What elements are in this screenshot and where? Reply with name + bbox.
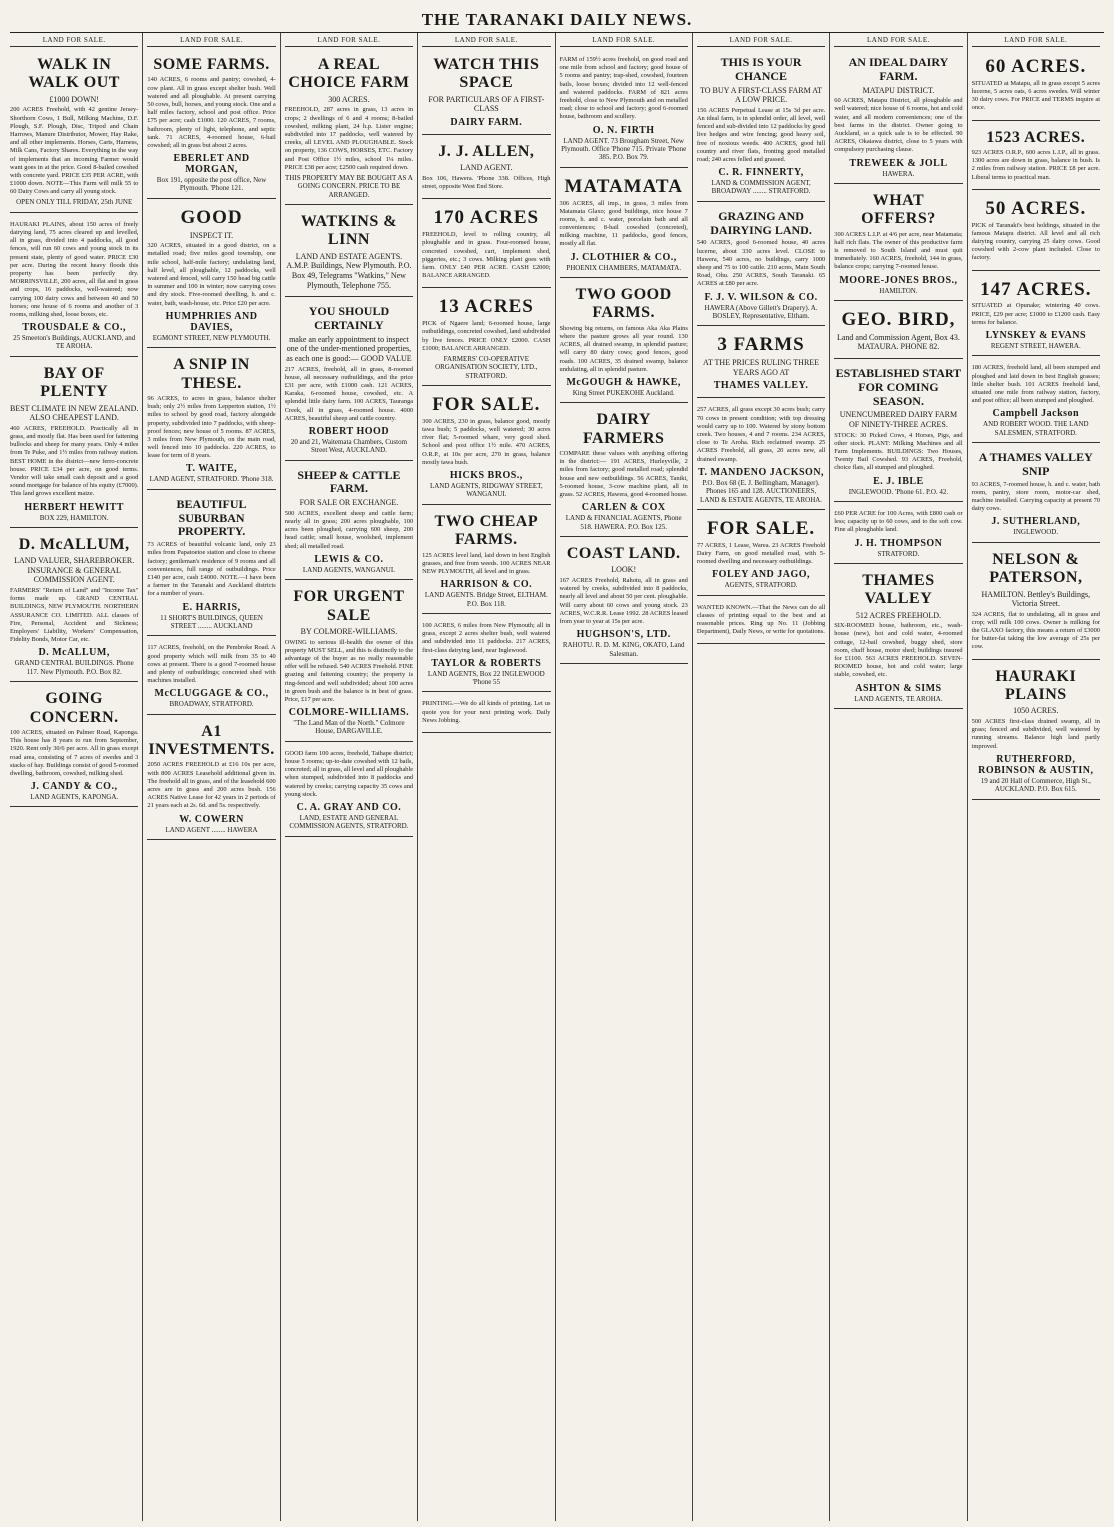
ad-title: THAMES VALLEY [862,571,935,608]
agent-details: 19 and 20 Hall of Commerce, High St., AUCKLAND. P.O. Box 615. [980,776,1091,794]
agent-details: LAND AGENTS, RIDGWAY STREET, WANGANUI. [429,482,543,499]
column-2 [142,33,279,1521]
agent-name: RUTHERFORD, ROBINSON & AUSTIN, [978,753,1094,776]
advertisement [972,546,1100,660]
ad-body: 180 ACRES, freehold land, all been stumped and ploughed and laid down in best English grasses; little shelter bush. 101 ACRES freehold land, situated one mile from railway station, factory, and post office; all been stumped and ploughed. [971,364,1100,405]
agent-name: ROBERT HOOD [308,425,390,437]
ad-title: 170 ACRES [433,207,540,229]
ad-body: SITUATED at Matapu, all in grass except 5 acres lucerne, 5 acres oats, 6 acres swedes. Will winter 30 dairy cows. For PRICE and TERMS inquire at once. [971,79,1100,112]
ad-title: SHEEP & CATTLE FARM. [297,467,401,496]
ad-body: 2050 ACRES FREEHOLD at £16 10s per acre, with 800 ACRES Leasehold additional given in. The freehold all in grass, and of the leasehold 600 acres are in grass and 200 acres bush. 156 ACRES Native Lease for 42 years in 2 periods of 21 years each at 2s. 6d. and 5s. respectively. [147,761,276,810]
advertisement [972,446,1100,543]
agent-name: HICKS BROS., [449,470,523,482]
ad-body: 324 ACRES, flat to undulating, all in grass and crop; will milk 100 cows. Owner is milking for the GLAXO factory, this means a return of £3000 for butter-fat taking the low average of 25s per cow. [971,610,1100,651]
agent-details: Box 191, opposite the post office, New Plymouth. 'Phone 121. [156,176,267,193]
ad-title: 1523 ACRES. [986,128,1086,146]
advertisement [147,493,275,636]
agent-name: LYNSKEY & EVANS [985,329,1087,341]
agent-name: HERBERT HEWITT [24,501,124,513]
ad-body: 300 ACRES L.I.P. at 4/6 per acre, near Matamata; half rich flats. The owner of this productive farm is removed to South Island and must quit immediately. 160 ACRES, freehold, 144 in grass, balance crops; carrying 7-roomed house. [834,230,963,271]
ad-subtitle: TO BUY A FIRST-CLASS FARM AT A LOW PRICE. [700,85,823,105]
ad-title: TWO GOOD FARMS. [575,286,672,322]
ad-title: WHAT OFFERS? [861,191,936,228]
ad-subtitle: 1050 ACRES. [1013,706,1059,716]
agent-name: J. H. THOMPSON [854,537,943,549]
agent-details: GRAND CENTRAL BUILDINGS. Phone 117. New Plymouth. P.O. Box 82. [14,659,134,676]
agent-details: LAND & COMMISSION AGENT, BROADWAY ........ STRATFORD. [711,179,811,196]
agent-details: AND ROBERT WOOD. THE LAND SALESMEN, STRATFORD. [983,420,1089,437]
advertisement [10,531,138,682]
advertisement [697,329,825,398]
agent-name: TAYLOR & ROBERTS [431,657,542,669]
agent-name: TREWEEK & JOLL [849,157,948,169]
agent-details: LAND AGENTS, KAPONGA. [30,793,119,802]
agent-name: C. A. GRAY AND CO. [296,801,402,813]
ad-title: GOOD [180,206,243,228]
agent-name: HARRISON & CO. [440,579,533,591]
ad-body: Showing big returns, on famous Aka Aka Plains where the pasture grows all year round. 130 ACRES, all drained swamp, in splendid pasture; will carry 80 dairy cows; good fences, good roads. 100 ACRES, 35 drained swamp, balance undulating, all in splendid pasture. [559,324,688,373]
column-header: LAND FOR SALE. [10,36,138,47]
columns-container [10,33,1104,1521]
column-4 [417,33,554,1521]
agent-name: D. McALLUM, [38,647,110,659]
ad-title: DAIRY FARMERS [582,411,665,447]
ad-title: COAST LAND. [566,545,681,563]
agent-details: P.O. Box 68 (E. J. Bellingham, Manager). Phones 165 and 128. AUCTIONEERS, LAND & ESTATE AGENTS, TE AROHA. [700,478,823,504]
ad-title: FOR SALE. [706,517,816,539]
ad-body: 300 ACRES, 230 in grass, balance good, mostly tawa bush; 5 paddocks, well watered; 30 acres river flat; 5-roomed whare, very good shed. School and post office 1½ mile. 470 ACRES, O.R.P., at 10s per acre, 270 in grass, balance mostly tawa bush. [422,417,551,466]
ad-body: 923 ACRES O.R.P., 600 acres L.I.P., all in grass. 1300 acres are down in grass, balance in bush. Is 2 miles from railway station. PRICE £8 per acre. Liberal terms to practical man. [971,148,1100,181]
ad-subtitle: HAMILTON. Bettley's Buildings, Victoria Street. [981,589,1091,609]
agent-details: THIS PROPERTY MAY BE BOUGHT AS A GOING CONCERN. PRICE TO BE ARRANGED. [285,173,413,199]
ad-title: TWO CHEAP FARMS. [434,512,539,549]
ad-subtitle: LAND VALUER, SHAREBROKER. INSURANCE & GENERAL COMMISSION AGENT. [14,556,135,585]
agent-details: AGENTS, STRATFORD. [724,581,798,590]
advertisement [972,359,1100,443]
advertisement [972,193,1100,271]
advertisement [834,187,962,301]
advertisement [285,464,413,581]
ad-subtitle: MATAPU DISTRICT. [862,85,935,95]
ad-body: STOCK: 30 Picked Cows, 4 Horses, Pigs, and other stock. PLANT: Milking Machines and all Farm Implements. BUILDINGS: Two Houses, Twenty Bail Cowshed. 93 ACRES, Freehold, choice flats, all stumped and ploughed. [834,431,963,472]
advertisement [422,51,550,135]
ad-title: A SNIP IN THESE. [173,356,250,392]
agent-name: O. N. FIRTH [592,124,655,136]
agent-name: EBERLET AND MORGAN, [173,153,250,176]
ad-body: 73 ACRES of beautiful volcanic land, only 23 miles from Papatoetoe station and close to cheese factory; gentleman's residence of 9 rooms and all conveniences, full range of outbuildings. Price £140 per acre, cash £4000. NOTE.—I have been a farmer in the Taranaki and Auckland districts for a number of years. [147,541,276,598]
advertisement [972,124,1100,190]
ad-body: COMPARE these values with anything offering in the district:— 191 ACRES, Hurleyville, 2 miles from factory; good metalled road; splendid house and new outbuildings. 56 ACRES, Taniki, 5-roomed house, 3-cow machine plant, all in grass. 52 ACRES, Hawera, good 4-roomed house. [559,450,688,499]
agent-details: EGMONT STREET, NEW PLYMOUTH. [152,333,271,342]
agent-details: FARMERS' CO-OPERATIVE ORGANISATION SOCIETY, LTD., STRATFORD. [435,354,538,380]
ad-body: 167 ACRES Freehold, Rahotu, all in grass and watered by creeks, subdivided into 8 paddocks, nearly all level and about 50 per cent. ploughable. Will carry about 60 cows and young stock. 23 ACRES, W.C.R.R. Lease 1992. 28 ACRES leased from year to year at 15s per acre. [559,577,688,625]
ad-subtitle: BEST CLIMATE IN NEW ZEALAND. ALSO CHEAPEST LAND. [10,403,139,423]
ad-body: PRINTING.—We do all kinds of printing. Let us quote you for your next printing work. Daily News Jobbing. [422,700,551,724]
agent-name: DAIRY FARM. [450,116,523,128]
agent-name: J. CLOTHIER & CO., [570,251,677,263]
advertisement [10,51,138,213]
ad-title: D. McALLUM, [18,535,130,553]
agent-details: BROADWAY, STRATFORD. [169,700,254,709]
advertisement [697,205,825,327]
column-6 [692,33,829,1521]
ad-title: 147 ACRES. [980,278,1092,300]
ad-title: GRAZING AND DAIRYING LAND. [710,208,812,237]
agent-details: LAND AGENT ........ HAWERA [165,825,258,834]
agent-details: 20 and 21, Waitemata Chambers, Custom Street West, AUCKLAND. [290,437,408,455]
ad-body: 93 ACRES, 7-roomed house, h. and c. water, bath room, pantry, store room, motor-car shed, machine installed. Carrying capacity at present 70 dairy cows. [971,480,1100,513]
agent-details: 11 SHORT'S BUILDINGS, QUEEN STREET ........ AUCKLAND [160,613,263,630]
advertisement [972,51,1100,121]
agent-details: LAND AGENT. 73 Brougham Street, New Plymouth. Office 'Phone 715. Private 'Phone 385. P.O. Box 79. [561,136,687,162]
ad-body: WANTED KNOWN.—That the News can do all classes of printing equal to the best and at reasonable prices. Ring up No. 11 (Jobbing Department), Daily News, or write for quotations. [696,603,826,636]
agent-name: T. WAITE, [186,463,238,475]
agent-details: "The Land Man of the North." Colmore House, DARGAVILLE. [293,719,405,736]
ad-title: GEO. BIRD, [841,309,956,330]
ad-subtitle: FOR PARTICULARS OF A FIRST-CLASS [428,94,545,114]
ad-body: GOOD farm 100 acres, freehold, Taihape district; house 5 rooms; up-to-date cowshed with 12 bails, concreted; all in grass, all level and all ploughable when stumped, subdivided into 8 paddocks and watered by creeks; carrying capacity 35 cows and young stock. [284,749,414,798]
agent-name: McCLUGGAGE & CO., [154,688,269,700]
column-3 [280,33,417,1521]
ad-body: 217 ACRES, freehold, all in grass, 8-roomed house, all necessary outbuildings, and the price £31 per acre, with £1000 cash. 121 ACRES, Karaka, 6-roomed house, cowshed, etc. A splendid little dairy farm. 100 ACRES, Tauranga Creek, all in grass, 4-roomed house. 4000 ACRES, beautiful sheep and cattle country. [284,365,414,422]
ad-body: FARMERS' "Return of Land" and "Income Tax" forms made up. GRAND CENTRAL BUILDINGS, NEW PLYMOUTH. NORTHERN ASSURANCE CO. LIMITED. ALL classes of Fire, Personal, Accident and Sickness; Employers' Liability, Workers' Compensation, Fidelity Bonds, Motor Car, etc. [10,587,139,644]
ad-title: WATCH THIS SPACE [433,56,540,92]
agent-details: LAND AGENTS, WANGANUI. [302,565,395,574]
ad-subtitle: LAND AND ESTATE AGENTS. A.M.P. Buildings, New Plymouth. P.O. Box 49, Telegrams "Watkins," New Plymouth, Telephone 755. [286,251,412,290]
advertisement [10,360,138,528]
advertisement [422,138,550,199]
advertisement [560,540,688,664]
advertisement [422,508,550,614]
advertisement [972,663,1100,800]
advertisement [560,51,688,168]
column-header: LAND FOR SALE. [147,36,275,47]
agent-name: TROUSDALE & CO., [22,322,126,334]
ad-title: YOU SHOULD CERTAINLY [308,304,390,332]
agent-name: W. COWERN [179,813,244,825]
ad-title: FOR SALE. [432,394,541,416]
agent-details: OPEN ONLY TILL FRIDAY, 25th JUNE [16,198,133,207]
advertisement [285,745,413,837]
column-1 [10,33,142,1521]
ad-subtitle: INSPECT IT. [189,230,234,240]
ad-subtitle: UNENCUMBERED DAIRY FARM OF NINETY-THREE ACRES. [839,410,958,430]
agent-details: LAND AGENT, STRATFORD. 'Phone 318. [149,475,274,484]
agent-details: King Street PUKEKOHE Auckland. [572,388,675,397]
advertisement [560,171,688,278]
ad-title: 60 ACRES. [985,56,1087,77]
ad-subtitle: make an early appointment to inspect one of the under-mentioned properties, as each one is good:— GOOD VALUE [286,334,412,363]
column-header: LAND FOR SALE. [972,36,1100,47]
ad-title: 13 ACRES [438,296,534,318]
agent-name: E. J. IBLE [873,475,924,487]
ad-body: SIX-ROOMED house, bathroom, etc., wash-house (new), hot and cold water, 4-roomed cottage, 12-bail cowshed, buggy shed, store room, chaff house, motor shed; buildings insured for £1100. 563 ACRES FREEHOLD. SEVEN-ROOMED house, hot and cold water; large stable, cowshed, etc. [834,622,963,679]
agent-name: J. SUTHERLAND, [991,516,1081,528]
agent-details: HAMILTON. [879,286,918,295]
ad-body: 320 ACRES, situated in a good district, on a metalled road; five miles good township, one mile school, half-mile factory; undulating land, half level, all ploughable, 12 paddocks, well watered and fenced, will carry 150 head big cattle in summer and 100 in winter; now carrying cows and dry stock. Five-roomed dwelling, h. and c. water, bath, wash-house, etc. Price £20 per acre. [147,242,276,307]
agent-name: Campbell Jackson [992,408,1080,420]
ad-title: NELSON & PATERSON, [989,550,1083,587]
agent-name: T. MANDENO JACKSON, [698,466,825,478]
agent-name: LEWIS & CO. [314,553,384,565]
advertisement [422,695,550,733]
advertisement [147,718,275,840]
agent-details: RAHOTU. R. D. M. KING, OKATO, Land Salesman. [562,641,685,658]
ad-title: AN IDEAL DAIRY FARM. [848,55,949,83]
agent-details: LAND & FINANCIAL AGENTS, Phone 518. HAWERA. P.O. Box 125. [565,514,682,531]
agent-name: E. HARRIS, [182,601,241,613]
ad-title: 3 FARMS [717,334,805,356]
advertisement [422,202,550,288]
ad-subtitle: AT THE PRICES RULING THREE YEARS AGO AT [703,358,820,377]
advertisement [285,208,413,297]
ad-body: 100 ACRES, 6 miles from New Plymouth; all in grass, except 2 acres shelter bush, well watered and subdivided into 11 paddocks. 217 ACRES, first-class dairying land, near Inglewood. [422,621,551,654]
advertisement [147,639,275,714]
advertisement [697,51,825,202]
ad-subtitle: BY COLMORE-WILLIAMS. [300,626,398,636]
agent-details: LAND, ESTATE AND GENERAL COMMISSION AGENTS, STRATFORD. [289,813,409,831]
advertisement [834,304,962,359]
ad-title: HAURAKI PLAINS [995,667,1077,704]
advertisement [560,281,688,403]
ad-body: FARM of 159½ acres freehold, on good road and one mile from school and factory; good house of 5 rooms and pantry; trap-shed, cowshed, fourteen bails, loose boxes; divided into 12 well-fenced and watered paddocks. FARM of 821 acres freehold, close to New Plymouth and on metalled road; close to school and factory; good 6-roomed house, bathroom and scullery. [559,56,688,121]
ad-title: BAY OF PLENTY [40,364,109,401]
ad-title: THIS IS YOUR CHANCE [720,55,802,83]
ad-body: 460 ACRES, FREEHOLD. Practically all in grass, and mostly flat. Has been used for fattening bullocks and sheep for many years. Only 4 miles from Te Puke, and 1½ miles from railway station. BEST HOME in the district—new ferro-concrete house. PRICE £34 per acre, on good terms. Vendor will take small cash deposit and a good sound mortgage for balance of his equity (£7000). This land grows excellent maize. [10,424,139,498]
advertisement [697,599,825,645]
agent-details: LAND AGENTS, TE AROHA. [854,694,943,703]
agent-details: LAND AGENTS, Box 22 INGLEWOOD 'Phone 55 [427,669,545,687]
ad-body: 257 ACRES, all grass except 30 acres bush; carry 70 cows in present condition; with top dressing would carry up to 100. Watered by stony bottom creek. Two houses, 4 and 7 rooms. 234 ACRES, close to Te Aroha. Rich reclaimed swamp. 25 ACRES Freehold, all grass, 20 acres new, all drained swamp. [696,406,826,463]
advertisement [147,351,275,490]
advertisement [697,513,825,596]
ad-title: A THAMES VALLEY SNIP [978,450,1093,478]
advertisement [834,362,962,502]
ad-body: 96 ACRES, to acres in grass, balance shelter bush; only 2½ miles from Lepperton station, 1½ miles to school by good road, factory alongside property, subdivided into 7 paddocks, with sheep-proof fences; new house of 5 rooms. 87 ACRES, 3 miles from New Plymouth, on the main road, well fenced into 10 paddocks. 220 ACRES, to lease for term of 8 years. [147,394,276,460]
advertisement [285,51,413,205]
ad-subtitle: LOOK! [611,565,637,575]
ad-body: 156 ACRES Perpetual Lease at 15s 3d per acre. An ideal farm, is in splendid order, all level, well fenced and sub-divided into 12 paddocks by good live hedges and wire fencing; good heavy soil, free of noxious weeds. 400 ACRES, good hill country and river flats, fronting good metalled road; 240 acres felled and grassed. [696,106,826,163]
advertisement [147,202,275,348]
ad-subtitle: 512 ACRES FREEHOLD. [855,610,941,620]
advertisement [285,583,413,742]
agent-details: HAWERA. [882,169,915,178]
agent-details: INGLEWOOD. [1013,528,1059,537]
ad-title: 50 ACRES. [985,197,1087,219]
column-header: LAND FOR SALE. [697,36,825,47]
column-8 [967,33,1104,1521]
ad-body: 200 ACRES Freehold, with 42 gentine Jersey-Shorthorn Cows, 1 Bull, Milking Machine, D.F. Plough, S.F. Plough, Disc, Tripod and Chain Harrows, Manure Distributor, Mower, Hay Rake, and all other implements. Horses, Carts, Harness, Milk Cans, Factory Shares. Everything in the way of implements that an incoming Farmer would want goes in at the price. Good 8-bailed cowshed with concrete yard. PRICE £35 PER ACRE, with £1000 down. NOTE—This Farm will milk 55 to 60 Dairy Cows and carry all young stock. [10,106,139,196]
ad-body: 125 ACRES level land, laid down in best English grasses, and free from weeds. 100 ACRES NEAR NEW PLYMOUTH, all level and in grass. [422,551,551,575]
advertisement [834,505,962,564]
column-header: LAND FOR SALE. [422,36,550,47]
advertisement [834,51,962,184]
agent-name: McGOUGH & HAWKE, [566,376,681,388]
agent-details: HAWERA (Above Gillett's Drapery). A. BOSLEY, Representative, Eltham. [704,303,818,320]
ad-body: FREEHOLD, level to rolling country, all ploughable and in grass. Four-roomed house, concreted cowshed, cart, implement shed, piggeries, etc.; 3 cows. Milking plant goes with farm. ONLY £40 PER ACRE. CASH £2000; BALANCE ARRANGED. [422,231,551,280]
agent-details: LAND AGENTS. Bridge Street, ELTHAM. P.O. Box 118. [424,591,548,608]
column-5 [555,33,692,1521]
ad-body: HAURAKI PLAINS, about 150 acres of freely dairying land, 75 acres cleared up and levelled, all in grass, divided into 4 paddocks, all good fences, will run 60 cows and young stock in its present state, plenty of good water. PRICE £30 per acre. During the recent heavy floods this property has been perfectly dry. MORRINSVILLE, 200 acres, all flat and in grass and crops, 16 paddocks, well-watered; now carrying 100 dairy cows and between 40 and 50 horses; one house of 6 rooms and another of 3 rooms, milking shed, loose boxes, etc. [10,220,139,318]
ad-body: 77 ACRES, 1 Lease, Warea. 23 ACRES Freehold Dairy Farm, on good metalled road, with 5-roomed dwelling and necessary outbuildings. [696,541,826,566]
ad-body: Box 106, Hawera. 'Phone 338. Offices, High street, opposite West End Store. [422,174,551,191]
column-header: LAND FOR SALE. [285,36,413,47]
agent-details: STRATFORD. [877,549,920,558]
advertisement [10,685,138,807]
agent-name: THAMES VALLEY. [713,380,809,392]
advertisement [697,401,825,509]
ad-title: J. J. ALLEN, [438,142,535,160]
advertisement [10,216,138,357]
ad-body: PICK of Taranaki's best holdings, situated in the famous Matapu district. All level and all rich dairying country, carrying 25 dairy cows. Good cowshed with 2-cow plant included. Close to factory. [971,221,1100,262]
ad-title: A1 INVESTMENTS. [148,722,275,759]
agent-name: MOORE-JONES BROS., [839,274,958,286]
ad-title: BEAUTIFUL SUBURBAN PROPERTY. [176,496,247,539]
agent-name: CARLEN & COX [581,502,666,514]
advertisement [147,51,275,199]
ad-body: 540 ACRES, good 6-roomed house, 40 acres lucerne, about 330 acres level. CLOSE to Hawera, 540 acres, no buildings, carry 1000 sheep and 75 to 100 cattle. 210 acres, Main South Road, Ohu. 250 ACRES, South Taranaki. 65 ACRES at £80 per acre. [696,239,826,288]
ad-subtitle: FOR SALE OR EXCHANGE. [299,498,399,508]
ad-body: 117 ACRES, freehold, on the Pembroke Road. A good property which will milk from 35 to 40 cows at present. There is a good 7-roomed house and plenty of outbuildings; concreted shed with machines installed. [147,644,276,685]
agent-name: F. J. V. WILSON & CO. [704,291,818,303]
ad-body: 500 ACRES first-class drained swamp, all in grass; fenced and subdivided, well watered by running streams. Balance high land partly improved. [971,718,1100,750]
advertisement [285,300,413,460]
advertisement [834,567,962,709]
agent-name: J. CANDY & CO., [30,781,118,793]
ad-body: 500 ACRES, excellent sheep and cattle farm; nearly all in grass; 200 acres ploughable, 100 acres been ploughed, carrying 600 sheep, 200 head cattle; small house, woolshed, implement shed; all metalled road. [284,509,414,550]
ad-title: MATAMATA [564,175,683,197]
ad-body: 100 ACRES, situated on Palmer Road, Kaponga. This house has 8 years to run from September, 1920. Rent only 30/6 per acre. All in grass except road area, consisting of 7 acres of swedes and 3 stacks of hay. Buildings consist of good 5-roomed dwelling, bathroom, cowshed, milking shed. [10,728,139,777]
agent-name: HUMPHRIES AND DAVIES, [165,310,258,333]
ad-body: PICK of Ngaere land; 6-roomed house, large outbuildings, concreted cowshed, land subdivided by live fences. PRICE ONLY £2000. CASH £1000; BALANCE ARRANGED. [422,320,551,352]
ad-body: 140 ACRES, 6 rooms and pantry; cowshed, 4-cow plant. All in grass except shelter bush. Well watered and all ploughable. At present carrying 50 cows, bull, horses, and young stock. One and a half miles factory, school and post office. Price £75 per acre; cash £1000. 120 ACRES, 7 rooms, bathroom, plenty of light, telephone, and septic tank. 71 ACRES, 4-roomed house, 6-bail cowshed; all in grass but about 2 acres. [147,76,276,149]
column-header: LAND FOR SALE. [560,36,688,47]
ad-body: £60 PER ACRE for 100 Acres, with £800 cash or less; capacity up to 60 cows, and to the soft cow. Fine all ploughable land. [834,509,963,534]
agent-details: REGENT STREET, HAWERA. [990,341,1081,350]
ad-title: GOING CONCERN. [29,690,119,726]
ad-subtitle: £1000 DOWN! [49,94,99,104]
advertisement [422,617,550,693]
ad-subtitle: Land and Commission Agent, Box 43. MATAURA. PHONE 82. [836,332,960,352]
advertisement [422,389,550,505]
column-header: LAND FOR SALE. [834,36,962,47]
agent-name: ASHTON & SIMS [855,682,942,694]
agent-details: BOX 229, HAMILTON. [39,513,109,522]
ad-subtitle: 300 ACRES. [328,94,370,104]
advertisement [560,406,688,537]
advertisement [422,291,550,386]
ad-title: SOME FARMS. [153,56,270,73]
agent-name: FOLEY AND JAGO, [712,569,811,581]
ad-body: 60 ACRES, Matapu District, all ploughable and well watered; nice house of 6 rooms, hot and cold water, and all modern conveniences; one of the best farms in the district. Owner going to Auckland, so a quick sale is to be effected. 90 ACRES, Okaiawa district, close to 5 years with compulsory purchasing clause. [834,97,963,154]
agent-details: PHOENIX CHAMBERS, MATAMATA. [566,263,682,272]
column-7 [829,33,966,1521]
ad-title: WATKINS & LINN [300,213,398,249]
ad-title: FOR URGENT SALE [293,588,405,624]
masthead: THE TARANAKI DAILY NEWS. [421,10,693,29]
agent-name: COLMORE-WILLIAMS. [288,707,410,719]
agent-details: 25 Smeeton's Buildings, AUCKLAND, and TE AROHA. [13,334,136,351]
ad-body: OWING to serious ill-health the owner of this property MUST SELL, and this is distinctly to the advantage of the buyer as no really reasonable offer will be refused. 540 ACRES Freehold. FINE grazing and fattening country; the property is ring-fenced and well subdivided; about 100 acres in green bush and the balance is in best of grass. Price, £17 per acre. [284,638,414,703]
ad-title: WALK IN WALK OUT [28,56,120,92]
ad-title: A REAL CHOICE FARM [288,56,410,92]
agent-details: INGLEWOOD. 'Phone 61. P.O. 42. [848,487,949,496]
advertisement [972,274,1100,357]
agent-name: HUGHSON'S, LTD. [576,629,671,641]
ad-body: 306 ACRES, all imp., in grass, 3 miles from Matamata Glaxo; good buildings, nice house 7 rooms, h. and c. water, porcelain bath and all conveniences; 8-bail cowshed (concreted), milking machine, 11 paddocks, good fences, mostly all flat. [559,199,688,248]
agent-name: C. R. FINNERTY, [718,167,804,179]
ad-subtitle: LAND AGENT. [460,163,513,173]
ad-title: ESTABLISHED START FOR COMING SEASON. [835,366,962,408]
ad-body: FREEHOLD, 287 acres in grass, 13 acres in crops; 2 dwellings of 6 and 4 rooms; 8-bailed cowshed, milking plant, 24 h.p. Lister engine; subdivided into 17 paddocks, well watered by creeks, all LEVEL AND PLOUGHABLE. Stock on property, 136 COWS, HORSES, ETC. Factory and Post Office 1½ miles, school 1¼ miles. PRICE £38 per acre; £2500 cash required down. [284,106,414,171]
ad-body: SITUATED at Opunake; wintering 40 cows. PRICE, £29 per acre; £1000 to £1200 cash. Easy terms for balance. [971,302,1100,326]
